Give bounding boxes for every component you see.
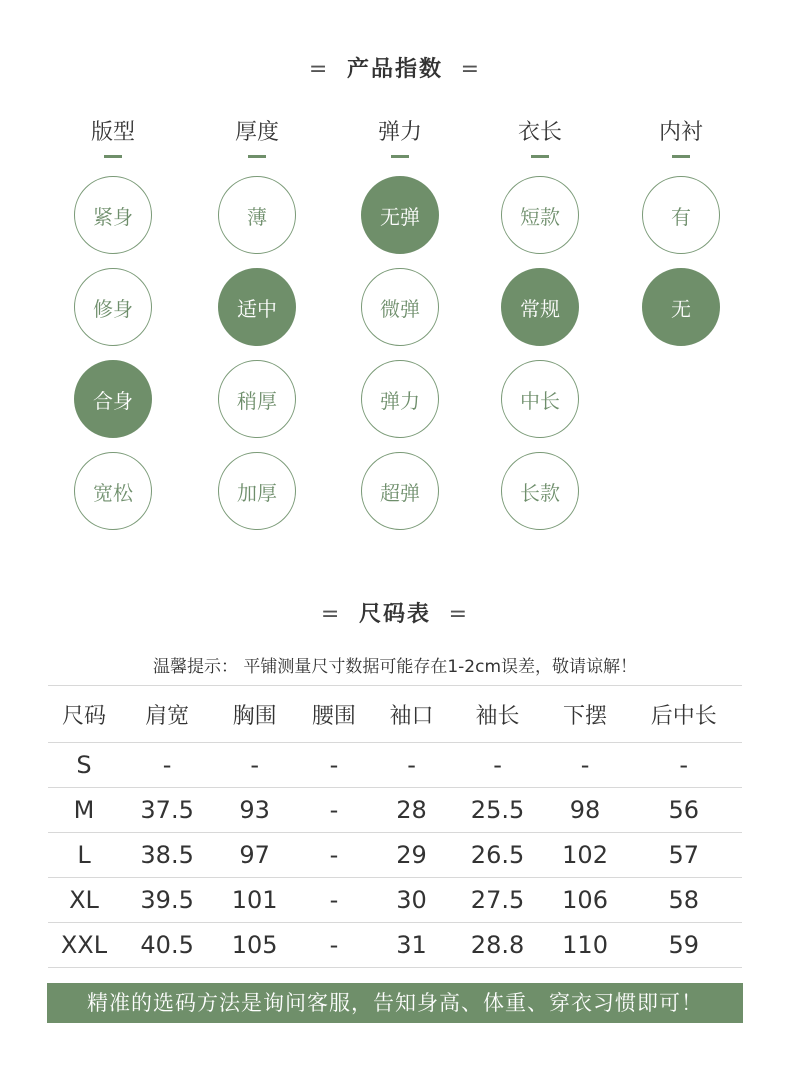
size-value-cell: - — [450, 743, 544, 788]
size-table-header-cell: 肩宽 — [120, 686, 214, 743]
index-column-label: 内衬 — [658, 120, 703, 145]
size-value-cell: 110 — [545, 923, 626, 968]
table-row — [48, 788, 742, 833]
size-value-cell: 101 — [214, 878, 295, 923]
table-row — [48, 923, 742, 968]
size-value-cell: - — [295, 788, 373, 833]
index-option-selected: 合身 — [74, 360, 152, 438]
index-option: 稍厚 — [218, 360, 296, 438]
size-value-cell: - — [373, 743, 451, 788]
size-value-cell: 97 — [214, 833, 295, 878]
size-value-cell: 26.5 — [450, 833, 544, 878]
size-value-cell: 98 — [545, 788, 626, 833]
size-table-header-cell: 下摆 — [545, 686, 626, 743]
index-column-label: 弹力 — [377, 120, 422, 145]
index-option-selected: 无 — [642, 268, 720, 346]
product-index-title-text: 产品指数 — [346, 57, 443, 82]
column-underline — [531, 155, 549, 158]
size-value-cell: 58 — [625, 878, 742, 923]
index-option-selected: 适中 — [218, 268, 296, 346]
size-table-header-cell: 后中长 — [625, 686, 742, 743]
size-value-cell: - — [625, 743, 742, 788]
index-column — [340, 118, 460, 505]
column-underline — [391, 155, 409, 158]
title-deco-left: = — [320, 602, 342, 627]
size-label-cell: XXL — [48, 923, 120, 968]
size-value-cell: 27.5 — [450, 878, 544, 923]
size-chart-title-text: 尺码表 — [358, 602, 431, 627]
size-value-cell: - — [295, 833, 373, 878]
size-label-cell: L — [48, 833, 120, 878]
index-option: 微弹 — [361, 268, 439, 346]
size-value-cell: - — [295, 923, 373, 968]
index-option: 长款 — [501, 452, 579, 530]
size-table-header-cell: 胸围 — [214, 686, 295, 743]
size-label-cell: M — [48, 788, 120, 833]
index-option: 加厚 — [218, 452, 296, 530]
title-deco-right: = — [448, 602, 470, 627]
size-value-cell: 57 — [625, 833, 742, 878]
size-advice-banner: 精准的选码方法是询问客服，告知身高、体重、穿衣习惯即可！ — [47, 983, 743, 1023]
index-option-selected: 常规 — [501, 268, 579, 346]
title-deco-left: = — [308, 57, 330, 82]
size-table-header-cell: 袖口 — [373, 686, 451, 743]
size-table-header-cell: 腰围 — [295, 686, 373, 743]
table-row — [48, 878, 742, 923]
index-option: 宽松 — [74, 452, 152, 530]
index-option: 弹力 — [361, 360, 439, 438]
index-option: 薄 — [218, 176, 296, 254]
index-column-label: 版型 — [90, 120, 135, 145]
size-value-cell: 56 — [625, 788, 742, 833]
size-value-cell: 29 — [373, 833, 451, 878]
size-value-cell: 40.5 — [120, 923, 214, 968]
index-option-selected: 无弹 — [361, 176, 439, 254]
size-value-cell: - — [295, 743, 373, 788]
size-value-cell: 28 — [373, 788, 451, 833]
index-option: 中长 — [501, 360, 579, 438]
index-column — [197, 118, 317, 505]
size-value-cell: 38.5 — [120, 833, 214, 878]
size-value-cell: 102 — [545, 833, 626, 878]
size-value-cell: - — [120, 743, 214, 788]
index-column — [621, 118, 741, 321]
size-value-cell: 25.5 — [450, 788, 544, 833]
table-row — [48, 833, 742, 878]
size-table-header-cell: 尺码 — [48, 686, 120, 743]
size-value-cell: - — [545, 743, 626, 788]
size-table-header-cell: 袖长 — [450, 686, 544, 743]
size-value-cell: - — [295, 878, 373, 923]
index-option: 紧身 — [74, 176, 152, 254]
column-underline — [672, 155, 690, 158]
size-value-cell: 106 — [545, 878, 626, 923]
size-chart-title — [0, 597, 790, 628]
size-value-cell: 28.8 — [450, 923, 544, 968]
index-option: 短款 — [501, 176, 579, 254]
index-column-label: 厚度 — [234, 120, 279, 145]
size-value-cell: 30 — [373, 878, 451, 923]
index-option: 有 — [642, 176, 720, 254]
size-label-cell: S — [48, 743, 120, 788]
product-index-title — [0, 52, 790, 83]
title-deco-right: = — [460, 57, 482, 82]
size-table-body — [48, 743, 742, 968]
size-value-cell: 37.5 — [120, 788, 214, 833]
size-value-cell: - — [214, 743, 295, 788]
index-option: 修身 — [74, 268, 152, 346]
size-value-cell: 93 — [214, 788, 295, 833]
table-row — [48, 743, 742, 788]
size-value-cell: 59 — [625, 923, 742, 968]
index-column — [53, 118, 173, 505]
column-underline — [248, 155, 266, 158]
size-value-cell: 105 — [214, 923, 295, 968]
size-label-cell: XL — [48, 878, 120, 923]
size-table — [48, 685, 742, 968]
size-value-cell: 31 — [373, 923, 451, 968]
column-underline — [104, 155, 122, 158]
size-table-header-row — [48, 686, 742, 743]
measurement-tip: 温馨提示： 平铺测量尺寸数据可能存在1-2cm误差，敬请谅解！ — [152, 657, 638, 677]
index-option: 超弹 — [361, 452, 439, 530]
index-column — [480, 118, 600, 505]
index-column-label: 衣长 — [517, 120, 562, 145]
size-value-cell: 39.5 — [120, 878, 214, 923]
